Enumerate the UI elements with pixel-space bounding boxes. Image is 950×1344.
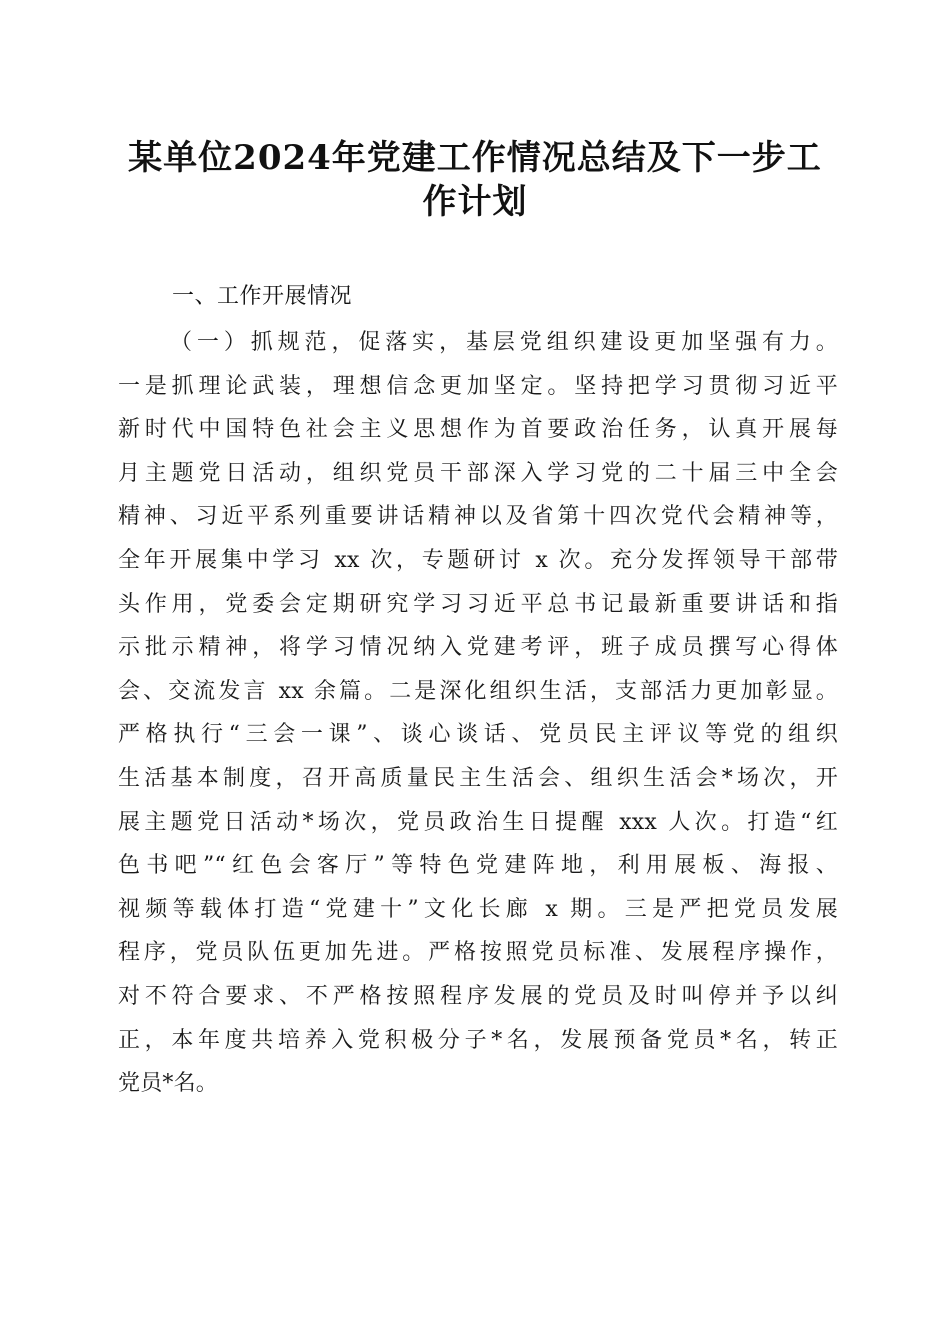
section-heading: 一、工作开展情况 (172, 284, 353, 309)
paragraph-line: 一是抓理论武装，理想信念更加坚定。坚持把学习贯彻习近平 (118, 373, 838, 399)
paragraph-line: 头作用，党委会定期研究学习习近平总书记最新重要讲话和指 (118, 591, 838, 617)
document-title (120, 136, 830, 224)
paragraph-line: 程序，党员队伍更加先进。严格按照党员标准、发展程序操作， (118, 940, 838, 966)
paragraph-line: 全年开展集中学习 xx 次，专题研讨 x 次。充分发挥领导干部带 (118, 547, 838, 573)
paragraph-line: 党员*名。 (118, 1071, 219, 1097)
paragraph-line: 生活基本制度，召开高质量民主生活会、组织生活会*场次，开 (118, 765, 838, 791)
paragraph-line: （一）抓规范，促落实，基层党组织建设更加坚强有力。 (170, 330, 838, 355)
paragraph-line: 对不符合要求、不严格按照程序发展的党员及时叫停并予以纠 (118, 983, 838, 1009)
paragraph-line: 色书吧”“红色会客厅”等特色党建阵地，利用展板、海报、 (118, 853, 838, 879)
paragraph-line: 展主题党日活动*场次，党员政治生日提醒 xxx 人次。打造“红 (118, 809, 838, 835)
paragraph-line: 月主题党日活动，组织党员干部深入学习党的二十届三中全会 (118, 460, 838, 486)
paragraph-line: 新时代中国特色社会主义思想作为首要政治任务，认真开展每 (118, 417, 838, 443)
body-paragraph (118, 321, 838, 1106)
paragraph-line: 正，本年度共培养入党积极分子*名，发展预备党员*名，转正 (118, 1027, 838, 1053)
title-line: 某单位2024年党建工作情况总结及下一步工 (128, 138, 822, 178)
paragraph-line: 视频等载体打造“党建十”文化长廊 x 期。三是严把党员发展 (118, 896, 838, 922)
paragraph-line: 精神、习近平系列重要讲话精神以及省第十四次党代会精神等， (118, 504, 838, 530)
paragraph-line: 示批示精神，将学习情况纳入党建考评，班子成员撰写心得体 (118, 635, 838, 661)
title-line: 作计划 (422, 182, 528, 222)
paragraph-line: 会、交流发言 xx 余篇。二是深化组织生活，支部活力更加彰显。 (118, 678, 838, 704)
paragraph-line: 严格执行“三会一课”、谈心谈话、党员民主评议等党的组织 (118, 722, 838, 748)
